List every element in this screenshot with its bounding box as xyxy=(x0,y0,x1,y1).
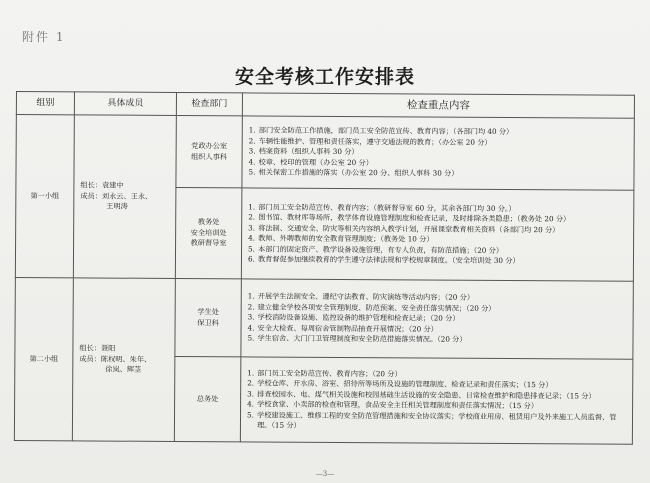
attachment-label: 附件 1 xyxy=(22,30,66,44)
dept-line: 党政办公室 xyxy=(191,141,228,151)
list-item: 5. 学生宿舍、大门门卫管理制度和安全防范措施落实情况。（20 分） xyxy=(247,333,467,345)
group-name: 第一小组 xyxy=(15,115,74,278)
header-members: 具体成员 xyxy=(74,92,176,116)
page-number: —3— xyxy=(315,470,335,478)
dept-line: 保卫科 xyxy=(197,317,219,327)
header-dept: 检查部门 xyxy=(176,92,242,115)
list-item: 5. 学校建设施工、维修工程的安全防范管理措施和安全协议落实；学校商业用房、租赁用户及外来施工人员监督、管理。（15 分） xyxy=(247,409,617,430)
dept-line: 组织人事科 xyxy=(191,151,228,161)
group-members-line: 成员：刘永云、王永、 xyxy=(80,191,153,201)
group-name: 第二小组 xyxy=(14,277,73,440)
dept-line: 教研督导室 xyxy=(190,238,227,248)
page-title: 安全考核工作安排表 xyxy=(234,66,415,88)
list-item: 3. 排查校园水、电、煤气相关设施和校园基础生活设施的安全隐患、日常检查维护和隐患排查记录；（15 分） xyxy=(247,388,596,401)
dept-cell xyxy=(175,187,242,278)
list-item: 4. 校章、校印的管理（办公室 20 分） xyxy=(248,157,373,167)
content-cell xyxy=(241,188,634,281)
list-item: 2. 建立健全学校各项安全管理制度、防范预案、安全责任落实情况；（20 分） xyxy=(247,302,496,313)
group-leader: 组长：聂阳 xyxy=(79,343,116,353)
list-item: 1. 开展学生法制安全、遵纪守法教育、防灾演练等活动内容；（20 分） xyxy=(247,291,475,303)
table-row xyxy=(16,115,634,191)
list-item: 3. 将法制、交通安全、防灾等相关内容纳入教学计划，开展课堂教育相关资料（各部门均 20 分） xyxy=(248,222,560,234)
group-members-line: 王明涛 xyxy=(106,201,128,211)
dept-line: 总务处 xyxy=(196,393,219,403)
dept-cell xyxy=(176,115,242,187)
list-item: 1. 部门员工安全防范宣传、教育内容；（教研督导室 60 分，其余各部门均 30 分。） xyxy=(248,201,516,213)
list-item: 1. 部门员工安全防范宣传、教育内容；（20 分） xyxy=(247,367,402,378)
content-cell xyxy=(241,279,633,359)
list-item: 6. 教育督促参加继续教育的学生遵守法律法规和学校规章制度。（安全培训处 30 分） xyxy=(247,254,520,266)
table-row xyxy=(15,277,633,359)
dept-cell xyxy=(175,278,241,356)
dept-line: 学生处 xyxy=(197,307,219,317)
list-item: 2. 车辆性能维护、管理和责任落实，遵守交通法规的教育；（办公室 20 分） xyxy=(248,136,492,147)
dept-line: 安全培训处 xyxy=(190,227,227,238)
group-leader: 组长：袁建中 xyxy=(80,180,124,190)
group-members xyxy=(73,115,176,279)
list-item: 3. 档案资料（组织人事科 30 分） xyxy=(248,146,359,157)
list-item: 2. 学校仓库、开水房、浴室、招待所等场所及设施的管理制度、检查记录和责任落实；（15 分） xyxy=(247,378,553,390)
dept-line: 教务处 xyxy=(197,217,220,227)
list-item: 4. 教师、外聘教师的安全教育管理制度；（教务处 10 分） xyxy=(248,233,434,244)
group-members-line: 成员：陈权明、朱年、 xyxy=(79,354,152,364)
schedule-table xyxy=(14,91,635,445)
group-members xyxy=(72,278,175,442)
header-content: 检查重点内容 xyxy=(242,93,634,118)
content-cell xyxy=(240,357,633,444)
list-item: 4. 安全大检查、每周宿舍管制物品抽查开展情况；（20 分） xyxy=(247,323,438,334)
list-item: 1. 部门安全防范工作措施，部门员工安全防范宣传、教育内容；（各部门均 40 分） xyxy=(248,125,514,137)
list-item: 3. 学校消防设备设施、监控设备的维护管理和检查记录；（20 分） xyxy=(247,312,460,323)
list-item: 2. 图书馆、教材库等场所，教学体育设施管理制度和检查记录，及时排除各类隐患；（教务处 20 分） xyxy=(248,212,571,224)
group-members-line: 徐岚、辉茎 xyxy=(105,364,142,375)
list-item: 5. 相关保密工作措施的落实（办公室 20 分、组织人事科 30 分） xyxy=(248,167,459,178)
content-cell xyxy=(242,116,634,190)
list-item: 4. 学校食堂、小卖部的检查和管理，食品安全主任相关管理制度和责任落实情况；（15 分） xyxy=(247,399,539,411)
header-group: 组别 xyxy=(16,92,74,115)
dept-cell xyxy=(174,356,241,441)
list-item: 5. 本部门的固定资产、教学设备设施管理，有专人负责，有防范措施；（20 分） xyxy=(248,243,504,255)
